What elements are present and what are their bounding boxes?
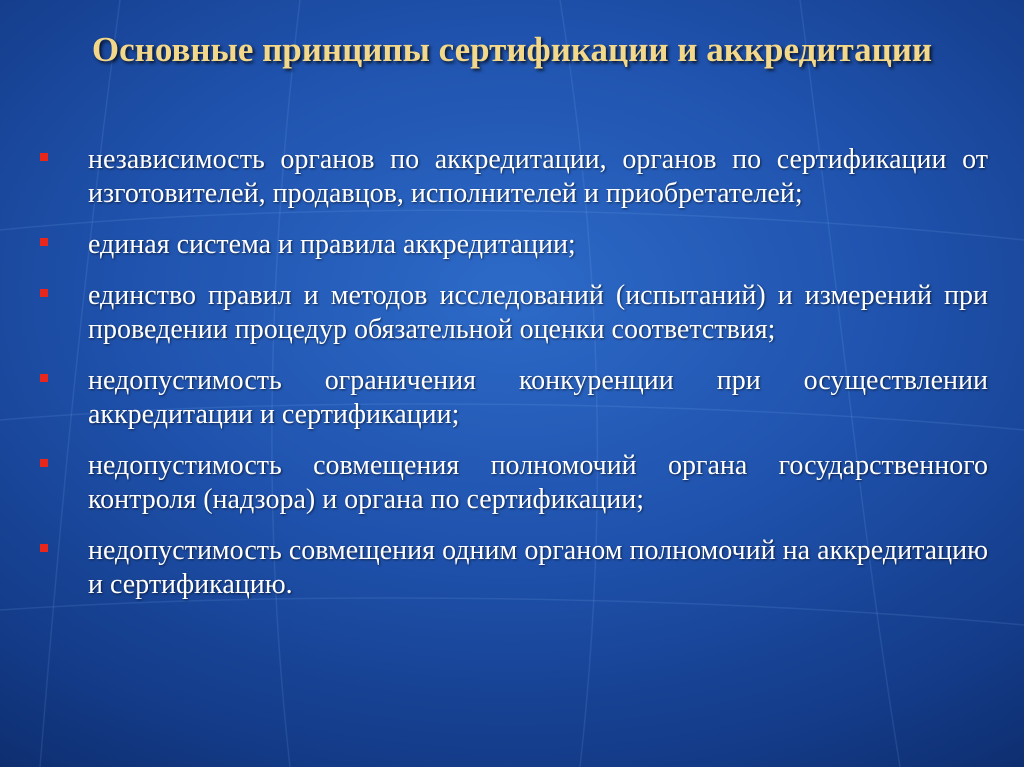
square-bullet-icon: [40, 544, 48, 552]
list-item-text: недопустимость совмещения полномочий органа государственного контроля (надзора) и органа по сертификации;: [88, 450, 988, 515]
square-bullet-icon: [40, 289, 48, 297]
list-item: [38, 143, 988, 211]
list-item-text: недопустимость ограничения конкуренции при осуществлении аккредитации и сертификации;: [88, 365, 988, 430]
square-bullet-icon: [40, 459, 48, 467]
square-bullet-icon: [40, 153, 48, 161]
list-item-text: единство правил и методов исследований (испытаний) и измерений при проведении процедур обязательной оценки соответствия;: [88, 280, 988, 345]
list-item: [38, 534, 988, 602]
list-item-text: недопустимость совмещения одним органом полномочий на аккредитацию и сертификацию.: [88, 535, 988, 600]
square-bullet-icon: [40, 238, 48, 246]
list-item-text: независимость органов по аккредитации, органов по сертификации от изготовителей, продавцов, исполнителей и приобретателей;: [88, 144, 988, 209]
principles-list: [38, 143, 988, 602]
slide-title: Основные принципы сертификации и аккредитации: [91, 30, 933, 69]
list-item-text: единая система и правила аккредитации;: [88, 229, 576, 260]
list-item: [38, 279, 988, 347]
list-item: [38, 364, 988, 432]
list-item: [38, 228, 988, 262]
square-bullet-icon: [40, 374, 48, 382]
list-item: [38, 449, 988, 517]
